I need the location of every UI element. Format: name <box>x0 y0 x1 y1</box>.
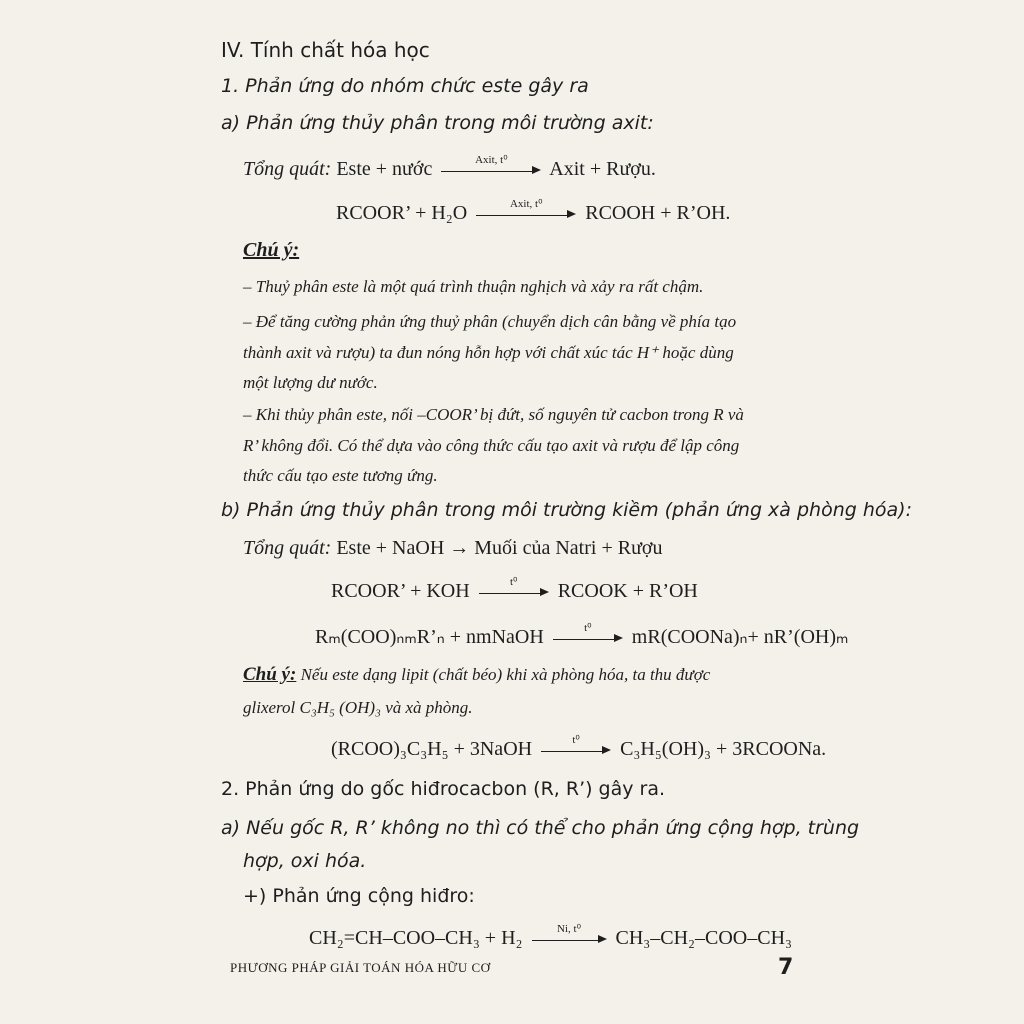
general-equation-text: Este + NaOH → Muối của Natri + Rượu <box>336 537 663 559</box>
subsection-title-2: 2. Phản ứng do gốc hiđrocacbon (R, R’) gây ra. <box>221 778 666 800</box>
arrow-condition: Axit, t⁰ <box>509 197 543 210</box>
note-3-line-3: thức cấu tạo este tương ứng. <box>243 466 438 485</box>
note-1: – Thuỷ phân este là một quá trình thuận nghịch và xảy ra rất chậm. <box>243 277 704 296</box>
reaction-arrow-icon <box>532 922 607 942</box>
note-4-line-1 <box>243 664 710 686</box>
eq3-left: Rₘ(COO)ₙₘR’ₙ + nmNaOH <box>315 626 544 648</box>
eq2-right: RCOOK + R’OH <box>557 580 698 602</box>
note-3-line-1: – Khi thủy phân este, nối –COOR’ bị đứt, số nguyên tử cacbon trong R và <box>243 405 744 424</box>
note-4-text: Nếu este dạng lipit (chất béo) khi xà phòng hóa, ta thu được <box>300 665 711 684</box>
general-right: Axit + Rượu. <box>549 158 656 180</box>
eq1-right: RCOOH + R’OH. <box>585 202 731 224</box>
note-4-line-2: glixerol C₃H₅ (OH)₃ và xà phòng. <box>243 698 473 717</box>
eq2-left: RCOOR’ + KOH <box>331 580 470 602</box>
equation-5 <box>309 922 792 950</box>
eq5-right: CH₃–CH₂–COO–CH₃ <box>615 927 792 949</box>
equation-2 <box>331 575 698 603</box>
note-2-line-1: – Để tăng cường phản ứng thuỷ phân (chuyển dịch cân bằng về phía tạo <box>243 312 737 331</box>
note-4-label: Chú ý: <box>243 664 297 685</box>
reaction-arrow-icon <box>541 733 611 753</box>
general-label: Tổng quát: <box>243 537 332 559</box>
arrow-condition: t⁰ <box>572 733 580 746</box>
note-3-line-2: R’ không đổi. Có thể dựa vào công thức cấu tạo axit và rượu để lập công <box>243 436 740 455</box>
note-label: Chú ý: <box>243 239 300 261</box>
hydrogenation-title: +) Phản ứng cộng hiđro: <box>243 885 475 907</box>
eq5-left: CH₂=CH–COO–CH₃ + H₂ <box>309 927 523 949</box>
section-heading: IV. Tính chất hóa học <box>221 38 430 62</box>
equation-3 <box>315 621 849 649</box>
equation-1 <box>336 197 731 225</box>
part-a-title: a) Phản ứng thủy phân trong môi trường axit: <box>221 112 654 134</box>
eq1-left: RCOOR’ + H₂O <box>336 202 468 224</box>
footer-book-title: PHƯƠNG PHÁP GIẢI TOÁN HÓA HỮU CƠ <box>230 960 491 975</box>
reaction-arrow-icon <box>441 153 541 173</box>
reaction-arrow-icon <box>553 621 623 641</box>
general-equation-base <box>243 537 663 560</box>
eq4-right: C₃H₅(OH)₃ + 3RCOONa. <box>620 738 827 760</box>
note-2-line-2: thành axit và rượu) ta đun nóng hỗn hợp với chất xúc tác H⁺ hoặc dùng <box>243 343 734 362</box>
section2-a-line-1: a) Nếu gốc R, R’ không no thì có thể cho phản ứng cộng hợp, trùng <box>221 817 860 839</box>
eq4-left: (RCOO)₃C₃H₅ + 3NaOH <box>331 738 533 760</box>
page-number: 7 <box>778 955 794 980</box>
equation-4 <box>331 733 827 761</box>
arrow-condition: t⁰ <box>584 621 592 634</box>
general-equation-acid <box>243 153 656 181</box>
arrow-condition: Ni, t⁰ <box>557 922 581 935</box>
section2-a-line-2: hợp, oxi hóa. <box>243 850 367 872</box>
subsection-title-1: 1. Phản ứng do nhóm chức este gây ra <box>221 75 589 97</box>
note-2-line-3: một lượng dư nước. <box>243 373 378 392</box>
general-label: Tổng quát: <box>243 158 332 180</box>
general-left: Este + nước <box>336 158 433 180</box>
part-b-title: b) Phản ứng thủy phân trong môi trường kiềm (phản ứng xà phòng hóa): <box>221 499 912 521</box>
reaction-arrow-icon <box>476 197 576 217</box>
arrow-condition: t⁰ <box>509 575 518 588</box>
eq3-right: mR(COONa)ₙ+ nR’(OH)ₘ <box>631 626 849 648</box>
arrow-condition: Axit, t⁰ <box>475 153 508 166</box>
reaction-arrow-icon <box>479 575 549 595</box>
